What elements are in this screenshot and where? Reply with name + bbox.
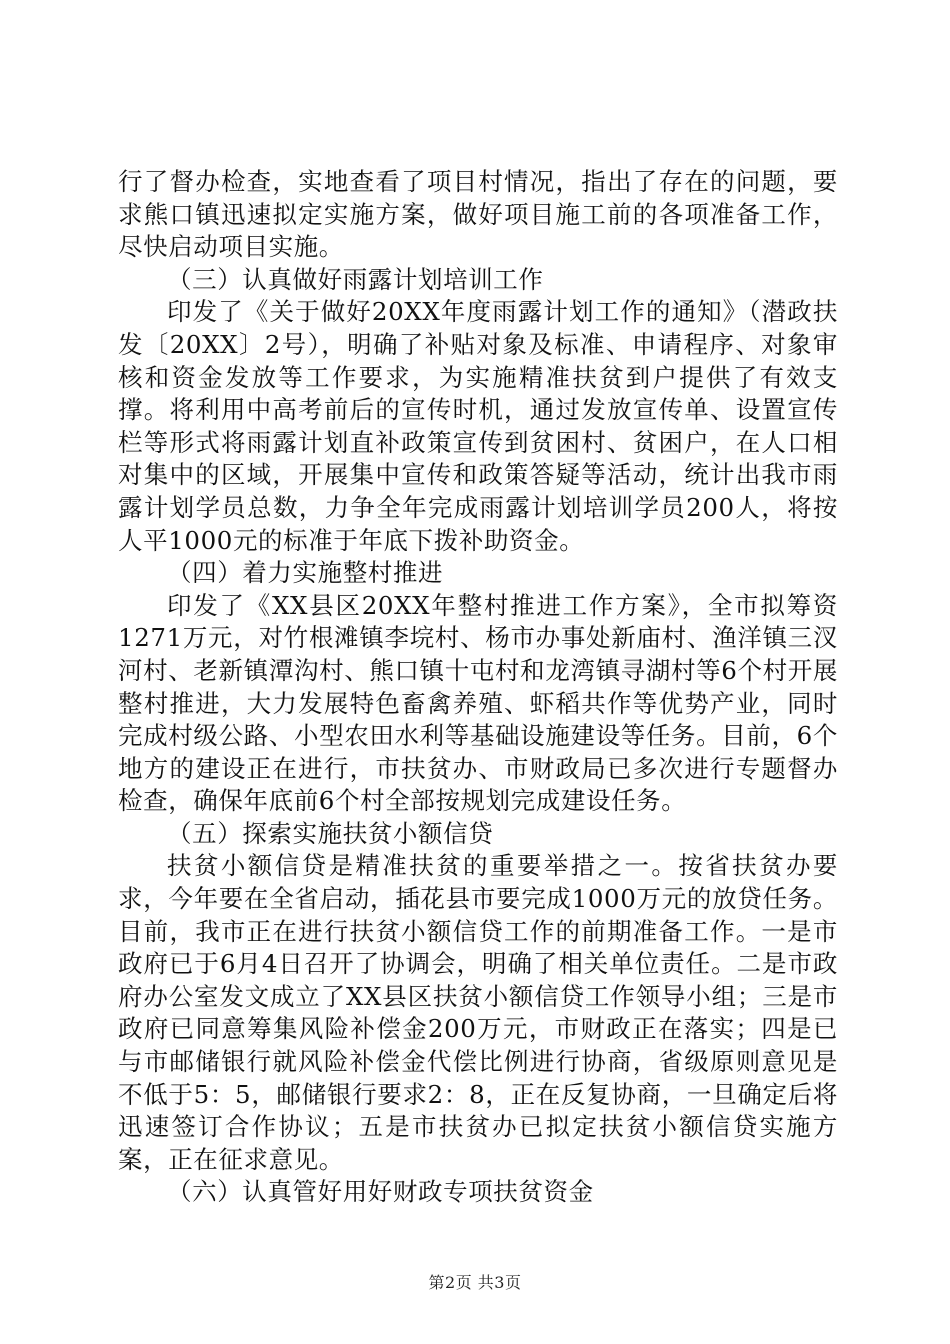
- document-body: [118, 166, 838, 1209]
- section-heading-3: （三）认真做好雨露计划培训工作: [167, 264, 544, 294]
- section-heading-6: （六）认真管好用好财政专项扶贫资金: [167, 1177, 594, 1207]
- page-number-footer: 第2页 共3页: [428, 1273, 522, 1292]
- paragraph-continued: 行了督办检查，实地查看了项目村情况，指出了存在的问题，要求熊口镇迅速拟定实施方案，做好项目施工前的各项准备工作，尽快启动项目实施。: [118, 167, 838, 262]
- paragraph-microcredit: 扶贫小额信贷是精准扶贫的重要举措之一。按省扶贫办要求，今年要在全省启动，插花县市要完成1000万元的放贷任务。目前，我市正在进行扶贫小额信贷工作的前期准备工作。一是市政府已于6月4日召开了协调会，明确了相关单位责任。二是市政府办公室发文成立了XX县区扶贫小额信贷工作领导小组；三是市政府已同意筹集风险补偿金200万元，市财政正在落实；四是已与市邮储银行就风险补偿金代偿比例进行协商，省级原则意见是不低于5：5，邮储银行要求2：8，正在反复协商，一旦确定后将迅速签订合作协议；五是市扶贫办已拟定扶贫小额信贷实施方案，正在征求意见。: [118, 851, 838, 1174]
- paragraph-village-advancement: 印发了《XX县区20XX年整村推进工作方案》，全市拟筹资1271万元，对竹根滩镇李垸村、杨市办事处新庙村、渔洋镇三汊河村、老新镇潭沟村、熊口镇十屯村和龙湾镇寻湖村等6个村开展整村推进，大力发展特色畜禽养殖、虾稻共作等优势产业，同时完成村级公路、小型农田水利等基础设施建设等任务。目前，6个地方的建设正在进行，市扶贫办、市财政局已多次进行专题督办检查，确保年底前6个村全部按规划完成建设任务。: [118, 590, 838, 816]
- section-heading-4: （四）着力实施整村推进: [167, 558, 444, 588]
- paragraph-rain-dew-plan: 印发了《关于做好20XX年度雨露计划工作的通知》（潜政扶发〔20XX〕2号），明确了补贴对象及标准、申请程序、对象审核和资金发放等工作要求，为实施精准扶贫到户提供了有效支撑。将利用中高考前后的宣传时机，通过发放宣传单、设置宣传栏等形式将雨露计划直补政策宣传到贫困村、贫困户，在人口相对集中的区域，开展集中宣传和政策答疑等活动，统计出我市雨露计划学员总数，力争全年完成雨露计划培训学员200人，将按人平1000元的标准于年底下拨补助资金。: [118, 297, 838, 555]
- section-heading-5: （五）探索实施扶贫小额信贷: [167, 818, 494, 848]
